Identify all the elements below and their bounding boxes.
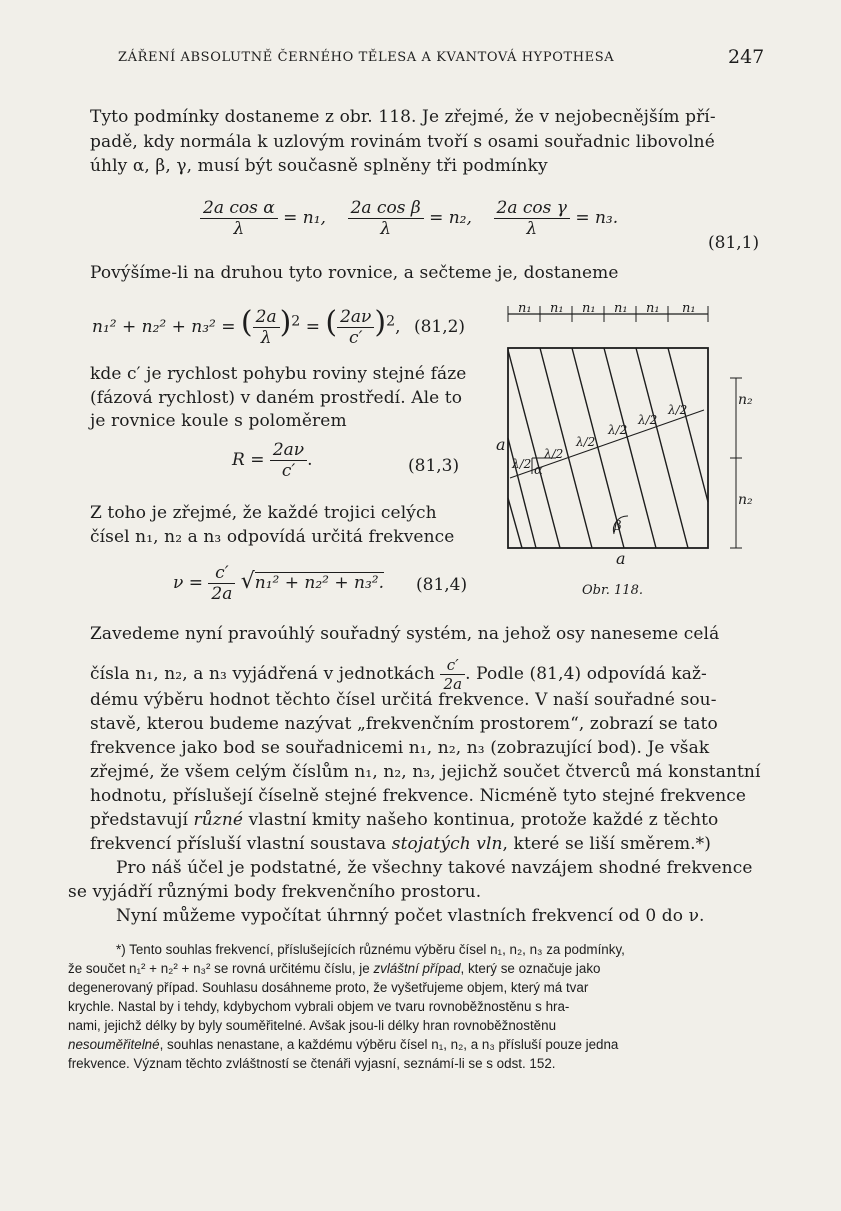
emphasis: nesouměřitelné [68,1037,160,1052]
n1-label: n₁ [682,301,696,316]
n1-label: n₁ [614,301,628,316]
lambda-half-label: λ/2 [576,435,596,449]
text-line: úhly α, β, γ, musí být současně splněny tři podmínky [90,156,548,176]
eq-numerator: 2a cos γ [494,198,570,219]
eq-numerator: 2aν [337,307,374,328]
equation-81-3 [232,440,313,481]
bottom-a-label: a [616,549,626,568]
text-line [90,810,718,830]
text-segment: představují [90,810,194,830]
text-line [90,834,711,854]
eq-numerator: c′ [208,563,235,584]
eq-sign: = [305,317,320,337]
figure-caption: Obr. 118. [582,583,643,598]
footnote-line: *) Tento souhlas frekvencí, příslušejících různému výběru čísel n₁, n₂, n₃ za podmínky, [116,942,625,957]
footnote-line: nami, jejichž délky by byly souměřitelné. Avšak jsou-li délky hran rovnoběžnostěnu [68,1018,557,1033]
footnote-line [68,961,600,976]
text-line: Z toho je zřejmé, že každé trojici celých [90,503,437,523]
eq-exponent: 2 [291,313,301,330]
alpha-label: α [534,463,543,478]
eq-denominator: c′ [281,461,296,481]
text-segment: že součet n₁² + n₂² + n₃² se rovná určitému číslu, je [68,961,374,976]
eq-denominator: λ [380,219,391,239]
eq-numerator: 2aν [270,440,307,461]
emphasis: stojatých vln [391,834,503,854]
text-line: se vyjádří různými body frekvenčního prostoru. [68,882,482,902]
n1-label: n₁ [646,301,660,316]
equation-81-1 [200,198,618,239]
eq-lhs: n₁² + n₂² + n₃² = [92,317,236,337]
equation-label: (81,3) [408,456,460,476]
text-line: kde c′ je rychlost pohybu roviny stejné fáze [90,364,467,384]
lambda-half-label: λ/2 [638,413,658,427]
eq-denominator: 2a [211,584,233,604]
text-line: Pro náš účel je podstatné, že všechny takové navzájem shodné frekvence [116,858,753,878]
eq-denominator: c′ [349,328,363,348]
text-line: Nyní můžeme vypočítat úhrnný počet vlastních frekvencí od 0 do ν. [116,906,705,926]
text-line: je rovnice koule s poloměrem [90,411,347,431]
text-line: Povýšíme-li na druhou tyto rovnice, a sečteme je, dostaneme [90,263,619,283]
text-segment: frekvencí přísluší vlastní soustava [90,834,392,854]
eq-denominator: λ [260,328,272,348]
emphasis: různé [193,810,244,830]
beta-label: β [614,519,622,534]
eq-period: . [307,450,313,470]
text-line: čísel n₁, n₂ a n₃ odpovídá určitá frekvence [90,527,455,547]
text-line: Zavedeme nyní pravoúhlý souřadný systém, na jehož osy naneseme celá [90,624,720,644]
running-title: ZÁŘENÍ ABSOLUTNĚ ČERNÉHO TĚLESA A KVANTOVÁ HYPOTHESA [118,50,615,65]
n1-label: n₁ [582,301,596,316]
equation-label: (81,4) [416,575,468,595]
text-segment: , který se označuje jako [460,961,601,976]
lambda-half-label: λ/2 [608,423,628,437]
text-line: stavě, kterou budeme nazývat „frekvenčním prostorem“, zobrazí se tato [90,714,718,734]
footnote-line: degenerovaný případ. Souhlasu dosáhneme proto, že vyšetřujeme objem, který má tvar [68,980,589,995]
n1-label: n₁ [518,301,532,316]
sqrt-sign: √ [240,569,255,594]
text-segment: , souhlas nenastane, a každému výběru čísel n₁, n₂, a n₃ přísluší pouze jedna [159,1037,619,1052]
eq-numerator: 2a cos β [348,198,424,219]
inline-denominator: 2a [443,675,463,693]
text-line: zřejmé, že všem celým číslům n₁, n₂, n₃, jejichž součet čtverců má konstantní [90,762,761,782]
inline-numerator: c′ [440,656,465,675]
eq-rhs: = n₃. [575,208,619,228]
lambda-half-label: λ/2 [512,457,532,471]
page-number: 247 [728,46,765,68]
footnote-line: frekvence. Význam těchto zvláštností se čtenáři vyjasní, seznámí-li se s odst. 152. [68,1056,556,1071]
eq-lhs: ν = [173,573,203,593]
footnote-line [68,1037,618,1052]
equation-81-2: n₁² + n₂² + n₃² = ( $\frac{2a}{\lambda}$ )$^2$ = ( $\frac{2a\nu}{c'}$ )$^2$, (81,2) [92,305,466,348]
eq-denominator: λ [526,219,538,239]
text-segment: čísla n₁, n₂, a n₃ vyjádřená v jednotkách [90,664,435,684]
footnote-line: krychle. Nastal by i tehdy, kdybychom vybrali objem ve tvaru rovnoběžnostěnu s hra- [68,999,570,1014]
text-line: hodnotu, příslušejí číselně stejné frekvence. Nicméně tyto stejné frekvence [90,786,747,806]
text-line-with-fraction [90,656,707,693]
eq-numerator: 2a [253,307,280,328]
eq-rhs: = n₁, [283,208,326,228]
eq-numerator: 2a cos α [200,198,278,219]
text-segment: . Podle (81,4) odpovídá kaž- [465,664,707,684]
text-line: dému výběru hodnot těchto čísel určitá frekvence. V naší souřadné sou- [90,690,717,710]
text-segment: , které se liší směrem.*) [502,834,712,854]
eq-exponent: 2 [386,313,396,330]
figure-118 [496,298,766,598]
n2-label-lower: n₂ [738,492,753,508]
n2-label-upper: n₂ [738,392,753,408]
emphasis: zvláštní případ [373,961,461,976]
eq-radicand: n₁² + n₂² + n₃². [254,573,385,593]
text-line: frekvence jako bod se souřadnicemi n₁, n₂, n₃ (zobrazující bod). Je však [90,738,710,758]
text-line: (fázová rychlost) v daném prostředí. Ale to [90,388,463,408]
equation-label: (81,2) [413,317,466,337]
text-line: padě, kdy normála k uzlovým rovinám tvoří s osami souřadnic libovolné [90,132,715,152]
n1-label: n₁ [550,301,564,316]
text-segment: vlastní kmity našeho kontinua, protože každé z těchto [243,810,719,830]
side-a-label: a [496,435,506,454]
eq-denominator: λ [233,219,245,239]
equation-81-4 [173,563,384,604]
eq-comma: , [395,317,401,337]
eq-rhs: = n₂, [429,208,472,228]
equation-label: (81,1) [708,233,760,253]
text-line: Tyto podmínky dostaneme z obr. 118. Je zřejmé, že v nejobecnějším pří- [90,107,716,127]
lambda-half-label: λ/2 [668,403,688,417]
eq-lhs: R = [232,450,265,470]
lambda-half-label: λ/2 [544,447,564,461]
